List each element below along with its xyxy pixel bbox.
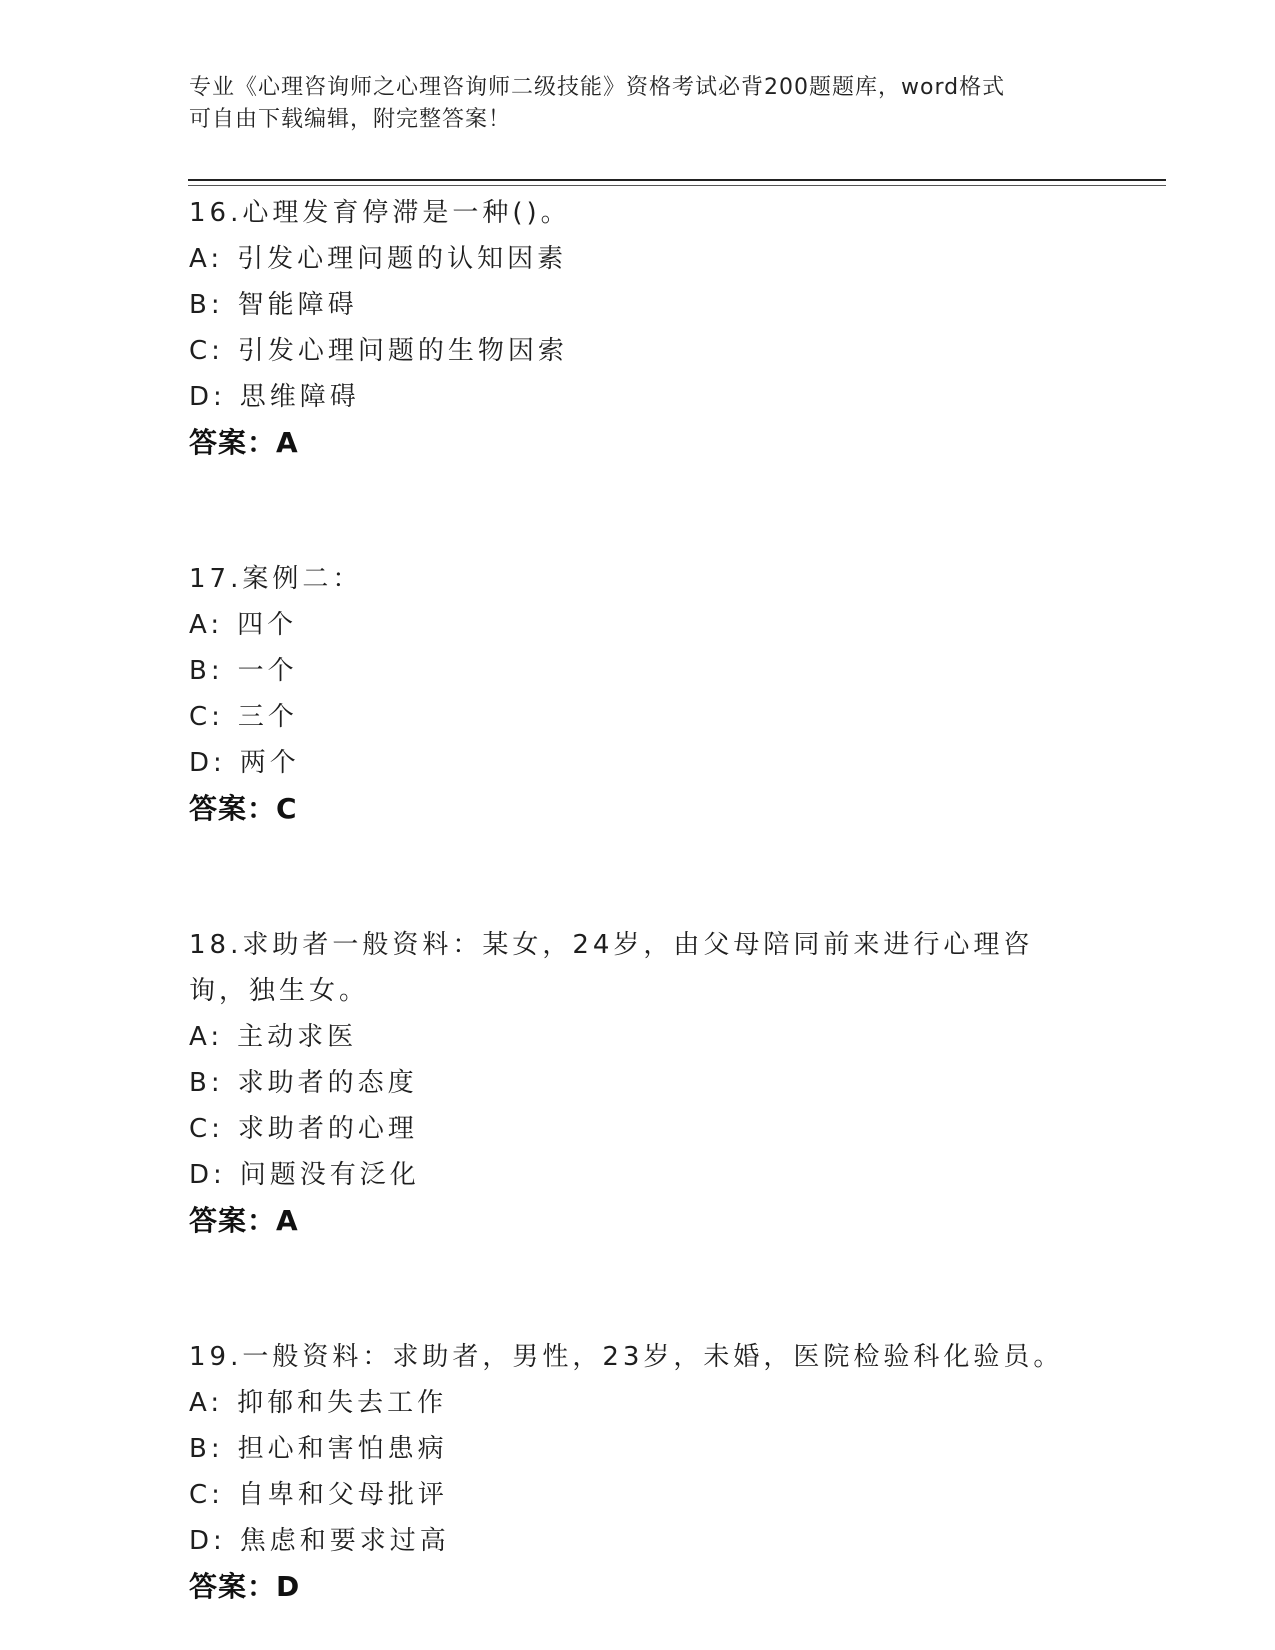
question-spacer: [189, 832, 1109, 922]
option-text: 焦虑和要求过高: [239, 1526, 450, 1556]
option-text: 主动求医: [237, 1022, 358, 1052]
option-c: [189, 1106, 1109, 1152]
option-a: [189, 236, 1109, 282]
header-line-1: 专业《心理咨询师之心理咨询师二级技能》资格考试必背200题题库，word格式: [189, 75, 1006, 100]
option-text: 智能障碍: [237, 290, 358, 320]
question-spacer: [189, 466, 1109, 556]
option-letter: C:: [189, 1114, 224, 1144]
option-b: [189, 648, 1109, 694]
option-b: [189, 282, 1109, 328]
option-letter: C:: [189, 702, 224, 732]
question-18: [189, 922, 1109, 1244]
option-letter: B:: [189, 656, 224, 686]
option-a: [189, 1380, 1109, 1426]
option-letter: D:: [189, 1160, 226, 1190]
option-letter: B:: [189, 290, 224, 320]
option-letter: D:: [189, 382, 226, 412]
option-letter: A:: [189, 1388, 224, 1418]
option-text: 思维障碍: [239, 382, 360, 412]
option-c: [189, 694, 1109, 740]
option-text: 抑郁和失去工作: [237, 1388, 448, 1418]
option-letter: C:: [189, 336, 224, 366]
question-spacer: [189, 1244, 1109, 1334]
answer-line: 答案：C: [189, 792, 298, 825]
option-letter: C:: [189, 1480, 224, 1510]
option-b: [189, 1060, 1109, 1106]
document-header: [189, 72, 1089, 136]
answer-line: 答案：A: [189, 1204, 299, 1237]
option-text: 求助者的心理: [237, 1114, 418, 1144]
option-a: [189, 1014, 1109, 1060]
option-text: 问题没有泛化: [239, 1160, 420, 1190]
option-d: [189, 374, 1109, 420]
option-text: 自卑和父母批评: [237, 1480, 448, 1510]
question-19: [189, 1334, 1109, 1610]
option-text: 引发心理问题的认知因素: [237, 244, 568, 274]
header-line-2: 可自由下载编辑，附完整答案！: [189, 107, 512, 132]
option-letter: D:: [189, 1526, 226, 1556]
header-divider-thin: [188, 185, 1166, 186]
option-d: [189, 1152, 1109, 1198]
option-letter: D:: [189, 748, 226, 778]
question-stem: 19.一般资料：求助者，男性，23岁，未婚，医院检验科化验员。: [189, 1342, 1064, 1372]
option-text: 引发心理问题的生物因索: [237, 336, 568, 366]
option-text: 求助者的态度: [237, 1068, 418, 1098]
option-text: 四个: [237, 610, 298, 640]
option-c: [189, 328, 1109, 374]
question-stem: 17.案例二：: [189, 564, 363, 594]
option-d: [189, 1518, 1109, 1564]
option-letter: A:: [189, 1022, 224, 1052]
question-16: [189, 190, 1109, 466]
option-d: [189, 740, 1109, 786]
question-stem: 18.求助者一般资料：某女，24岁，由父母陪同前来进行心理咨询，独生女。: [189, 930, 1034, 1006]
answer-line: 答案：A: [189, 426, 299, 459]
option-b: [189, 1426, 1109, 1472]
option-letter: A:: [189, 244, 224, 274]
option-c: [189, 1472, 1109, 1518]
option-text: 两个: [239, 748, 300, 778]
option-text: 担心和害怕患病: [237, 1434, 448, 1464]
option-letter: B:: [189, 1068, 224, 1098]
option-letter: A:: [189, 610, 224, 640]
option-text: 三个: [237, 702, 298, 732]
question-list: [189, 190, 1109, 1610]
question-stem: 16.心理发育停滞是一种()。: [189, 198, 571, 228]
answer-line: 答案：D: [189, 1570, 301, 1603]
question-17: [189, 556, 1109, 832]
option-letter: B:: [189, 1434, 224, 1464]
option-text: 一个: [237, 656, 298, 686]
header-divider-thick: [188, 179, 1166, 181]
option-a: [189, 602, 1109, 648]
